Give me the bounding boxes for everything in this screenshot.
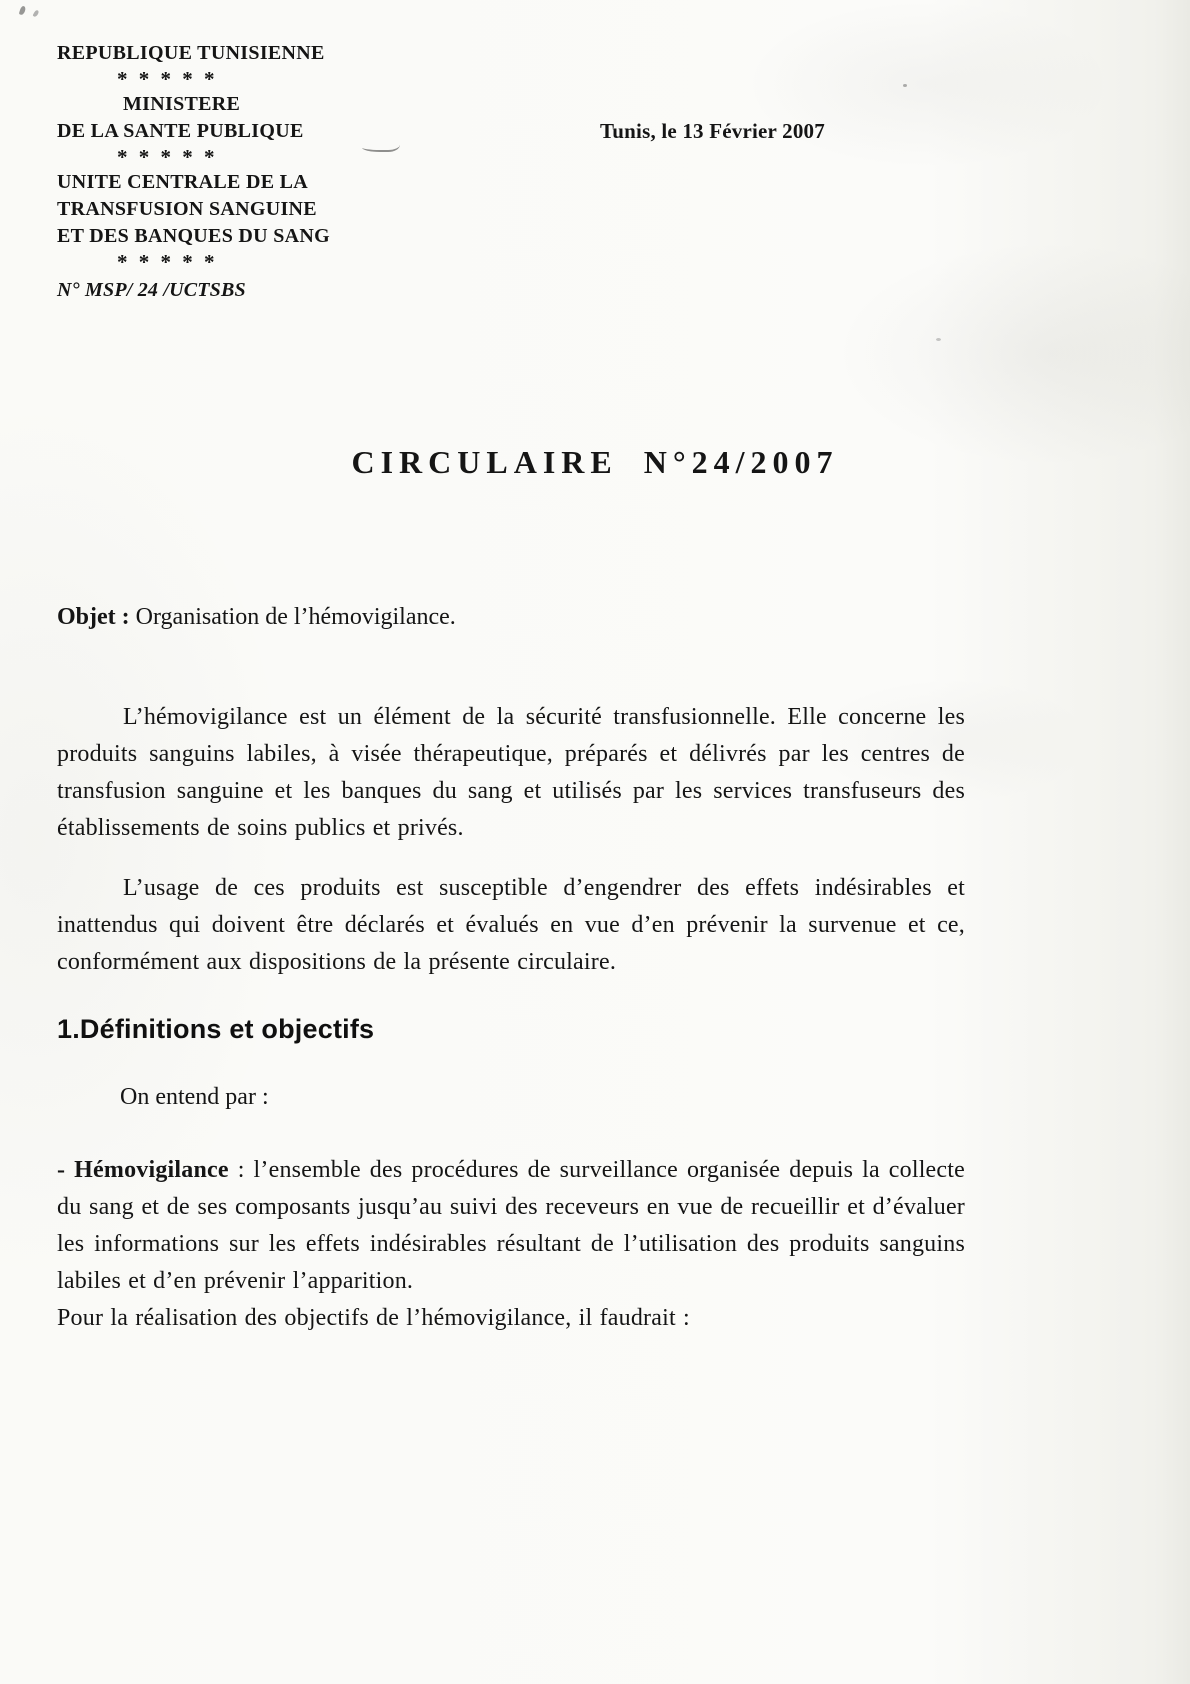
- circular-title: CIRCULAIRE N°24/2007: [351, 444, 839, 480]
- definition-text: : l’ensemble des procédures de surveillance organisée depuis la collecte du sang et de ses composants jusqu’au suivi des receveurs en vue de recueillir et d’évaluer les informations sur les effets indésirables résultant de l’utilisation des produits sanguins labiles et d’en prévenir l’apparition.: [57, 1157, 965, 1294]
- definition-hemovigilance: [57, 1152, 965, 1300]
- definitions-intro: On entend par :: [120, 1084, 269, 1110]
- definition-term: - Hémovigilance: [57, 1157, 229, 1183]
- star-separator: * * * * *: [117, 145, 218, 169]
- paragraph-hemovigilance-intro: L’hémovigilance est un élément de la sécurité transfusionnelle. Elle concerne les produits sanguins labiles, à visée thérapeutique, préparés et délivrés par les centres de transfusion sanguine et les banques du sang et utilisés par les services transfuseurs des établissements de soins publics et privés.: [57, 704, 965, 841]
- document-reference: N° MSP/ 24 /UCTSBS: [57, 279, 246, 301]
- dateline: Tunis, le 13 Février 2007: [600, 119, 825, 143]
- paragraph-usage-produits: L’usage de ces produits est susceptible d’engendrer des effets indésirables et inattendus qui doivent être déclarés et évalués en vue d’en prévenir la survenue et ce, conformément aux dispositions de la présente circulaire.: [57, 875, 965, 975]
- star-separator: * * * * *: [117, 250, 218, 274]
- star-separator: * * * * *: [117, 67, 218, 91]
- scan-artifact: [903, 84, 907, 87]
- letterhead-unit-line1: UNITE CENTRALE DE LA: [57, 171, 309, 193]
- subject-text: Organisation de l’hémovigilance.: [129, 604, 456, 630]
- document-body: [57, 699, 965, 1337]
- letterhead-unit-line3: ET DES BANQUES DU SANG: [57, 225, 330, 247]
- letterhead-ministry-line1: MINISTERE: [123, 93, 241, 115]
- scan-artifact: [19, 5, 27, 15]
- section-heading-definitions: 1.Définitions et objectifs: [57, 1014, 375, 1044]
- subject-line: [57, 604, 456, 631]
- letterhead: [57, 40, 387, 304]
- scan-artifact: [33, 9, 40, 17]
- subject-label: Objet :: [57, 604, 130, 630]
- scan-artifact: [936, 338, 941, 341]
- letterhead-ministry-line2: DE LA SANTE PUBLIQUE: [57, 120, 304, 142]
- objectives-lead-in: Pour la réalisation des objectifs de l’hémovigilance, il faudrait :: [57, 1305, 690, 1331]
- letterhead-country: REPUBLIQUE TUNISIENNE: [57, 42, 325, 64]
- letterhead-unit-line2: TRANSFUSION SANGUINE: [57, 198, 317, 220]
